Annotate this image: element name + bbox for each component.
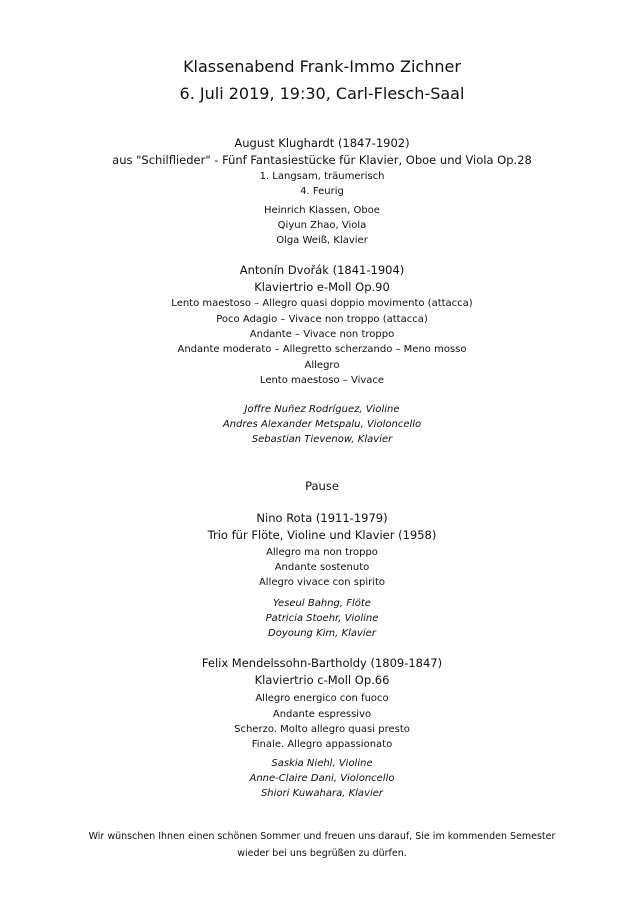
performer-line: Sebastian Tievenow, Klavier bbox=[251, 434, 393, 445]
concert-date-venue: 6. Juli 2019, 19:30, Carl-Flesch-Saal bbox=[179, 84, 465, 103]
performer-line: Yeseul Bahng, Flöte bbox=[273, 598, 371, 609]
pause-label: Pause bbox=[305, 479, 339, 493]
composer-heading: Felix Mendelssohn-Bartholdy (1809-1847) bbox=[201, 656, 443, 670]
composer-heading: Antonín Dvořák (1841-1904) bbox=[239, 263, 405, 277]
movement-line: 4. Feurig bbox=[300, 186, 344, 197]
closing-note: Wir wünschen Ihnen einen schönen Sommer und freuen uns darauf, Sie im kommenden Semester bbox=[88, 831, 556, 842]
performer-line: Joffre Nuñez Rodríguez, Violine bbox=[244, 404, 400, 415]
closing-note: wieder bei uns begrüßen zu dürfen. bbox=[237, 848, 407, 859]
movement-line: Poco Adagio – Vivace non troppo (attacca) bbox=[216, 314, 428, 325]
performer-line: Anne-Claire Dani, Violoncello bbox=[249, 773, 395, 784]
performer-line: Heinrich Klassen, Oboe bbox=[264, 205, 380, 216]
composer-heading: August Klughardt (1847-1902) bbox=[234, 136, 410, 150]
piece-title: Klaviertrio c-Moll Op.66 bbox=[254, 673, 390, 687]
movement-line: Andante sostenuto bbox=[274, 562, 370, 573]
movement-line: Finale. Allegro appassionato bbox=[251, 739, 393, 750]
movement-line: Scherzo. Molto allegro quasi presto bbox=[234, 724, 410, 735]
movement-line: Andante moderato – Allegretto scherzando – Meno mosso bbox=[177, 344, 467, 355]
movement-line: Allegro ma non troppo bbox=[266, 547, 378, 558]
movement-line: Lento maestoso – Allegro quasi doppio movimento (attacca) bbox=[171, 298, 473, 309]
movement-line: Andante espressivo bbox=[272, 709, 372, 720]
concert-title: Klassenabend Frank-Immo Zichner bbox=[183, 57, 461, 76]
movement-line: 1. Langsam, träumerisch bbox=[259, 171, 385, 182]
performer-line: Saskia Niehl, Violine bbox=[271, 758, 373, 769]
movement-line: Andante – Vivace non troppo bbox=[249, 329, 395, 340]
composer-heading: Nino Rota (1911-1979) bbox=[256, 511, 388, 525]
movement-line: Lento maestoso – Vivace bbox=[259, 375, 385, 386]
performer-line: Andres Alexander Metspalu, Violoncello bbox=[222, 419, 422, 430]
performer-line: Shiori Kuwahara, Klavier bbox=[260, 788, 384, 799]
movement-line: Allegro energico con fuoco bbox=[255, 693, 389, 704]
performer-line: Doyoung Kim, Klavier bbox=[268, 628, 376, 639]
performer-line: Olga Weiß, Klavier bbox=[276, 235, 368, 246]
piece-title: Klaviertrio e-Moll Op.90 bbox=[254, 280, 390, 294]
performer-line: Patricia Stoehr, Violine bbox=[265, 613, 379, 624]
piece-title: Trio für Flöte, Violine und Klavier (1958) bbox=[207, 528, 437, 542]
movement-line: Allegro vivace con spirito bbox=[258, 577, 386, 588]
movement-line: Allegro bbox=[304, 360, 340, 371]
performer-line: Qiyun Zhao, Viola bbox=[277, 220, 367, 231]
piece-title: aus "Schilflieder" - Fünf Fantasiestücke für Klavier, Oboe und Viola Op.28 bbox=[112, 153, 532, 167]
